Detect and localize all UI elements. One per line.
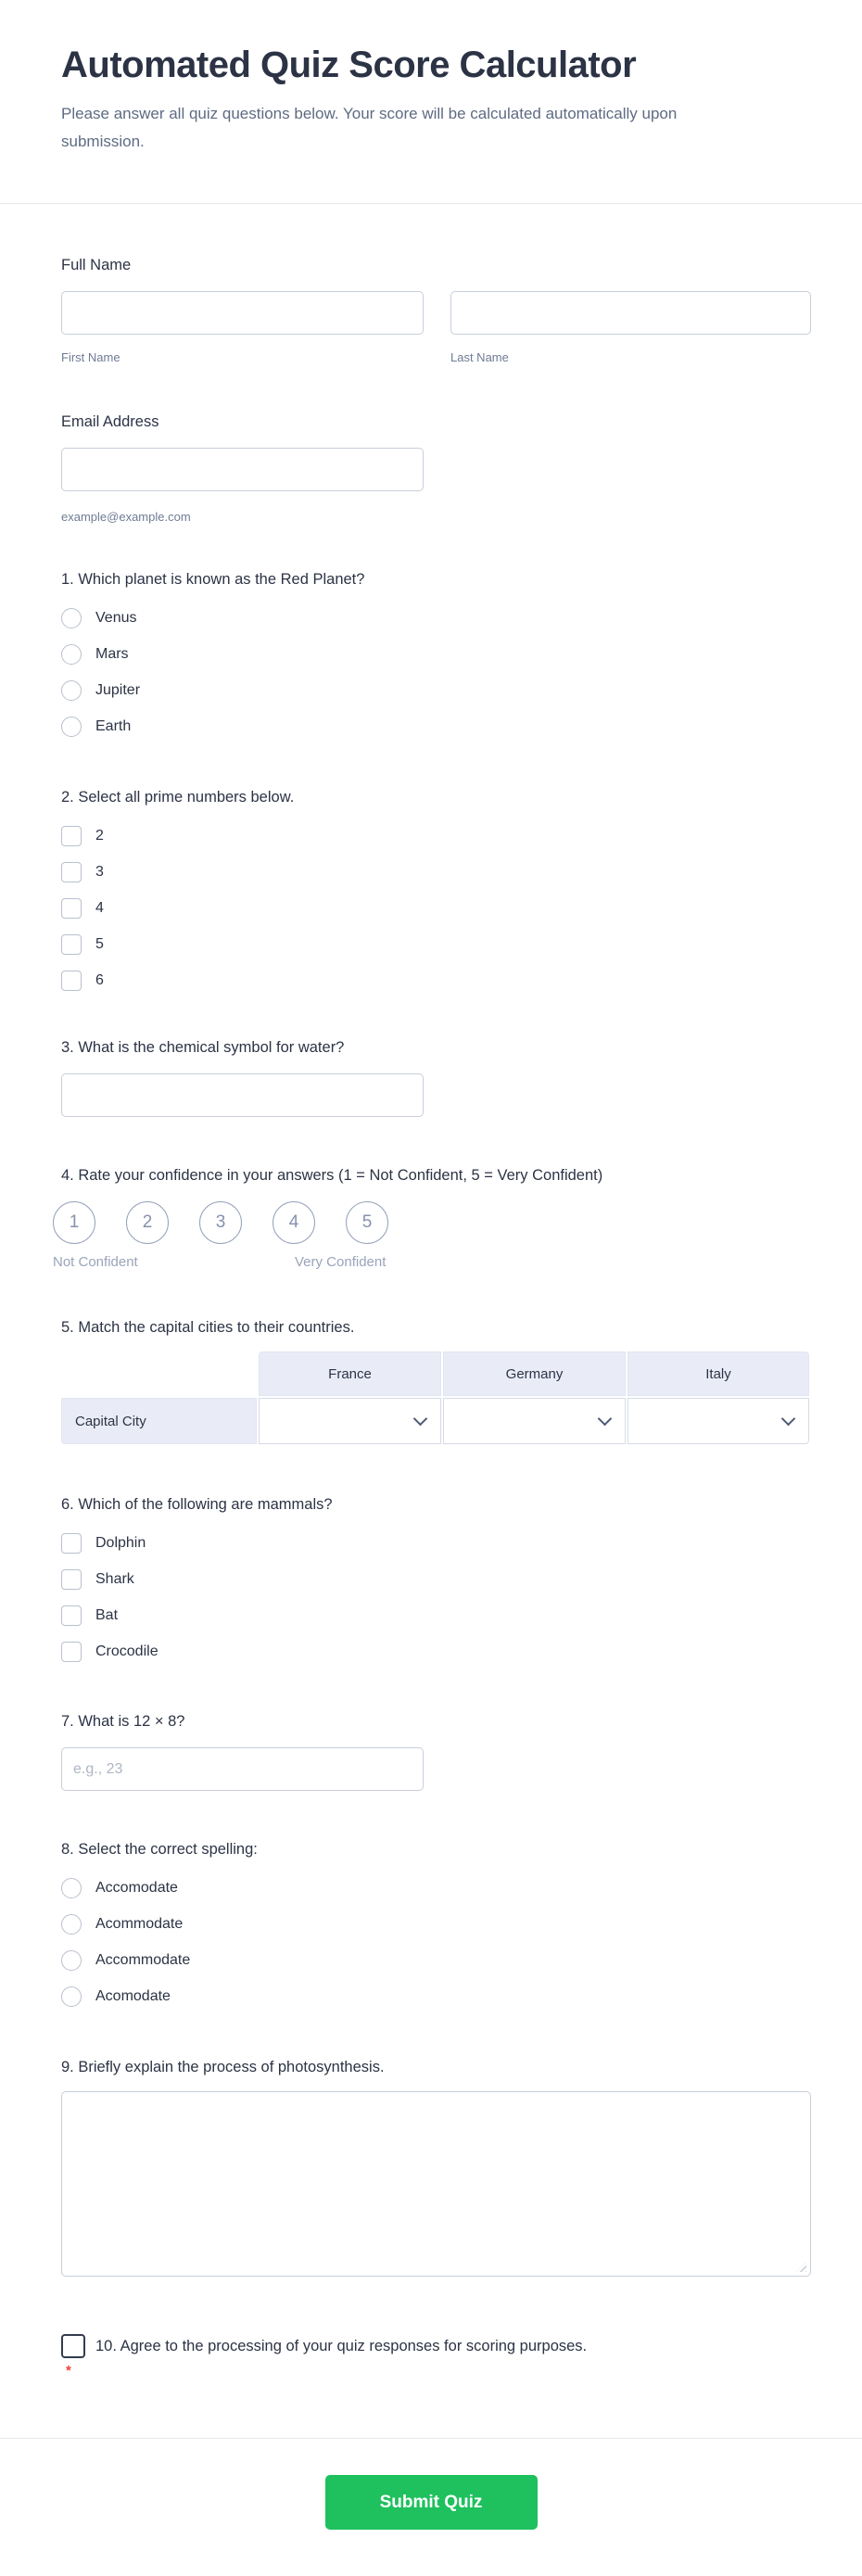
checkbox-icon[interactable]: [61, 1533, 82, 1554]
scale-option-2[interactable]: 2: [126, 1201, 169, 1244]
full-name-field: [61, 256, 811, 364]
option-label: Acomodate: [95, 1987, 171, 2004]
textarea-wrapper: [61, 2091, 811, 2277]
checkbox-icon[interactable]: [61, 1569, 82, 1590]
last-name-sublabel: Last Name: [450, 350, 509, 364]
form-footer: [0, 2438, 862, 2576]
matrix-column-header-france: France: [259, 1351, 441, 1396]
checkbox-option-3[interactable]: [61, 854, 811, 890]
radio-icon[interactable]: [61, 1878, 82, 1898]
checkbox-option-crocodile[interactable]: [61, 1633, 811, 1669]
question-9-photosynthesis: [61, 2058, 811, 2277]
radio-icon[interactable]: [61, 1950, 82, 1971]
checkbox-icon[interactable]: [61, 934, 82, 955]
checkbox-option-4[interactable]: [61, 890, 811, 926]
email-label: Email Address: [61, 413, 159, 430]
last-name-input[interactable]: [450, 291, 811, 335]
question-9-textarea[interactable]: [61, 2091, 811, 2277]
option-label: 2: [95, 827, 104, 844]
checkbox-icon[interactable]: [61, 1642, 82, 1662]
matrix-column-header-italy: Italy: [627, 1351, 809, 1396]
option-label: Acommodate: [95, 1915, 184, 1932]
radio-icon[interactable]: [61, 1914, 82, 1935]
scale-option-1[interactable]: 1: [53, 1201, 95, 1244]
matrix-row-header-capital-city: Capital City: [61, 1398, 257, 1444]
option-label: Accommodate: [95, 1951, 191, 1968]
page-title: Automated Quiz Score Calculator: [61, 44, 637, 85]
question-1-label: 1. Which planet is known as the Red Planet?: [61, 571, 365, 588]
form-header: [0, 0, 862, 204]
option-label: 3: [95, 863, 104, 880]
question-5-label: 5. Match the capital cities to their countries.: [61, 1319, 355, 1336]
question-4-label: 4. Rate your confidence in your answers (1 = Not Confident, 5 = Very Confident): [61, 1167, 603, 1184]
matrix-select-france[interactable]: [259, 1398, 441, 1444]
option-label: Crocodile: [95, 1643, 158, 1659]
full-name-label: Full Name: [61, 257, 132, 273]
question-6-options: [61, 1525, 811, 1669]
radio-option-venus[interactable]: [61, 600, 811, 636]
option-label: Venus: [95, 609, 137, 626]
question-10-consent: [61, 2334, 811, 2379]
checkbox-option-6[interactable]: [61, 962, 811, 998]
radio-option-spelling-1[interactable]: [61, 1870, 811, 1906]
radio-option-spelling-3[interactable]: [61, 1942, 811, 1978]
question-10-label: 10. Agree to the processing of your quiz responses for scoring purposes.: [95, 2338, 588, 2354]
question-7-multiplication: [61, 1712, 811, 1791]
agree-checkbox-row[interactable]: [61, 2334, 811, 2358]
checkbox-icon[interactable]: [61, 862, 82, 882]
checkbox-icon[interactable]: [61, 1605, 82, 1626]
form-subtitle: Please answer all quiz questions below. Your score will be calculated automatically upon submission.: [61, 105, 678, 150]
matrix-select-italy[interactable]: [627, 1398, 809, 1444]
question-2-prime-numbers: [61, 788, 811, 998]
question-3-input[interactable]: [61, 1073, 424, 1117]
checkbox-option-2[interactable]: [61, 818, 811, 854]
radio-option-earth[interactable]: [61, 708, 811, 744]
question-1-options: [61, 600, 811, 744]
radio-option-spelling-2[interactable]: [61, 1906, 811, 1942]
matrix-select-germany[interactable]: [443, 1398, 626, 1444]
option-label: Accomodate: [95, 1879, 178, 1896]
matrix-corner-cell: [61, 1351, 257, 1396]
scale-right-label: Very Confident: [295, 1254, 387, 1270]
email-sublabel: example@example.com: [61, 510, 191, 524]
option-label: 4: [95, 899, 104, 916]
radio-option-mars[interactable]: [61, 636, 811, 672]
checkbox-icon[interactable]: [61, 898, 82, 919]
question-6-label: 6. Which of the following are mammals?: [61, 1496, 333, 1513]
scale-left-label: Not Confident: [53, 1254, 138, 1270]
option-label: Jupiter: [95, 681, 141, 698]
question-2-options: [61, 818, 811, 998]
option-label: Mars: [95, 645, 129, 662]
radio-icon[interactable]: [61, 717, 82, 737]
question-3-chemical-symbol: [61, 1038, 811, 1117]
radio-icon[interactable]: [61, 1986, 82, 2007]
checkbox-icon[interactable]: [61, 826, 82, 846]
scale-endpoint-labels: [53, 1254, 811, 1271]
email-input[interactable]: [61, 448, 424, 491]
scale-option-4[interactable]: 4: [273, 1201, 315, 1244]
matrix-table: [61, 1351, 811, 1444]
question-8-label: 8. Select the correct spelling:: [61, 1841, 258, 1858]
scale-rating: [53, 1201, 811, 1244]
form-body: [0, 256, 862, 2379]
chevron-down-icon: [598, 1412, 613, 1427]
checkbox-option-shark[interactable]: [61, 1561, 811, 1597]
radio-option-spelling-4[interactable]: [61, 1978, 811, 2014]
chevron-down-icon: [781, 1412, 796, 1427]
matrix-column-header-germany: Germany: [443, 1351, 626, 1396]
option-label: Earth: [95, 717, 132, 734]
question-5-matching-matrix: [61, 1318, 811, 1444]
email-field: [61, 412, 811, 524]
radio-option-jupiter[interactable]: [61, 672, 811, 708]
option-label: 6: [95, 971, 104, 988]
question-2-label: 2. Select all prime numbers below.: [61, 789, 295, 806]
option-label: Dolphin: [95, 1534, 146, 1551]
last-name-column: [450, 291, 811, 364]
required-asterisk: *: [66, 2363, 71, 2379]
option-label: Shark: [95, 1570, 134, 1587]
option-label: Bat: [95, 1606, 119, 1623]
question-1-red-planet: [61, 570, 811, 744]
radio-icon[interactable]: [61, 680, 82, 701]
first-name-input[interactable]: [61, 291, 424, 335]
radio-icon[interactable]: [61, 644, 82, 665]
radio-icon[interactable]: [61, 608, 82, 628]
checkbox-icon[interactable]: [61, 971, 82, 991]
question-7-input[interactable]: [61, 1747, 424, 1791]
question-4-confidence-scale: [53, 1166, 811, 1271]
first-name-sublabel: First Name: [61, 350, 120, 364]
question-6-mammals: [61, 1495, 811, 1669]
chevron-down-icon: [413, 1412, 428, 1427]
checkbox-option-5[interactable]: [61, 926, 811, 962]
checkbox-option-dolphin[interactable]: [61, 1525, 811, 1561]
scale-option-3[interactable]: 3: [199, 1201, 242, 1244]
question-8-spelling: [61, 1840, 811, 2014]
question-8-options: [61, 1870, 811, 2014]
checkbox-option-bat[interactable]: [61, 1597, 811, 1633]
question-3-label: 3. What is the chemical symbol for water?: [61, 1039, 345, 1056]
submit-quiz-button[interactable]: Submit Quiz: [325, 2475, 538, 2530]
question-7-label: 7. What is 12 × 8?: [61, 1713, 185, 1730]
first-name-column: [61, 291, 424, 364]
question-9-label: 9. Briefly explain the process of photosynthesis.: [61, 2059, 385, 2075]
scale-option-5[interactable]: 5: [346, 1201, 388, 1244]
name-inputs-row: [61, 291, 811, 364]
option-label: 5: [95, 935, 104, 952]
agree-checkbox-icon[interactable]: [61, 2334, 85, 2358]
